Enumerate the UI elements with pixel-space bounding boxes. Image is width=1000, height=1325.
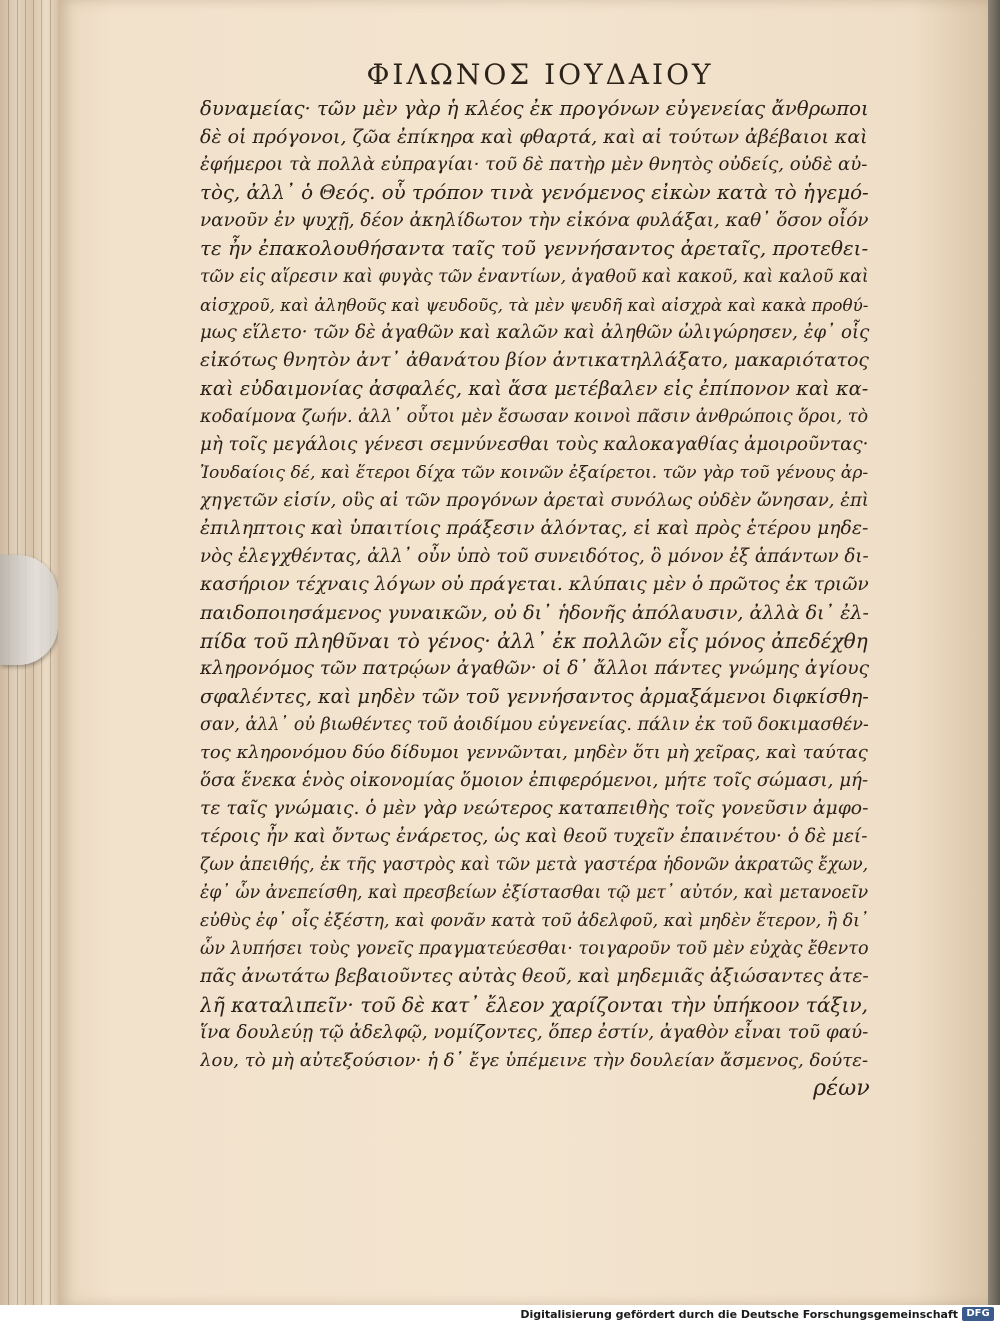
page-clip: [0, 555, 58, 665]
text-line: χηγετῶν εἰσίν, οὓς αἱ τῶν προγόνων ἀρεταὶ συνόλως οὐδὲν ὤνησαν, ἐπὶ: [200, 490, 869, 511]
text-line: ἐφ᾽ ὧν ἀνεπείσθη, καὶ πρεσβείων ἐξίστασθαι τῷ μετ᾽ αὐτόν, καὶ μετανοεῖν: [200, 883, 869, 903]
text-line: κασήριον τέχναις λόγων οὐ πράγεται. κλύπαις μὲν ὁ πρῶτος ἐκ τριῶν: [200, 574, 869, 595]
text-line: σφαλέντες, καὶ μηδὲν τῶν τοῦ γεννήσαντος ἀρμαξάμενοι διφκίσθη-: [200, 685, 869, 708]
text-line: τῶν εἰς αἵρεσιν καὶ φυγὰς τῶν ἐναντίων, ἀγαθοῦ καὶ κακοῦ, καὶ καλοῦ καὶ: [200, 267, 869, 287]
text-line: ἐφήμεροι τὰ πολλὰ εὐπραγίαι· τοῦ δὲ πατὴρ μὲν θνητὸς οὐδείς, οὐδὲ αὐ-: [200, 154, 868, 175]
funding-credit: Digitalisierung gefördert durch die Deutsche Forschungsgemeinschaft: [520, 1308, 958, 1321]
dfg-logo-icon: DFG: [962, 1307, 994, 1321]
footer-bar: [0, 1305, 1000, 1325]
text-line: τὸς, ἀλλ᾽ ὁ Θεός. οὗ τρόπον τινὰ γενόμενος εἰκὼν κατὰ τὸ ἡγεμό-: [200, 181, 869, 204]
text-line: παιδοποιησάμενος γυναικῶν, οὐ δι᾽ ἡδονῆς ἀπόλαυσιν, ἀλλὰ δι᾽ ἐλ-: [200, 602, 869, 624]
text-line: τε ἦν ἐπακολουθήσαντα ταῖς τοῦ γεννήσαντος ἀρεταῖς, προτεθει-: [200, 237, 869, 260]
text-line: κοδαίμονα ζωήν. ἀλλ᾽ οὗτοι μὲν ἔσωσαν κοινοὶ πᾶσιν ἀνθρώποις ὅροι, τὸ: [200, 407, 869, 427]
text-line: ἐπιληπτοις καὶ ὑπαιτίοις πράξεσιν ἁλόντας, εἰ καὶ πρὸς ἑτέρου μηδε-: [200, 518, 869, 539]
text-line: ρέων: [813, 1076, 870, 1101]
text-line: δυναμείας· τῶν μὲν γὰρ ἡ κλέος ἐκ προγόνων εὐγενείας ἄνθρωποι: [200, 97, 869, 120]
text-line: δὲ οἱ πρόγονοι, ζῶα ἐπίκηρα καὶ φθαρτά, καὶ αἱ τούτων ἀβέβαιοι καὶ: [200, 126, 868, 148]
text-line: πίδα τοῦ πληθῦναι τὸ γένος· ἀλλ᾽ ἐκ πολλῶν εἷς μόνος ἀπεδέχθη: [200, 629, 868, 653]
text-line: πᾶς ἀνωτάτω βεβαιοῦντες αὐτὰς θεοῦ, καὶ μηδεμιᾶς ἀξιώσαντες ἀτε-: [200, 966, 869, 987]
text-line: καὶ εὐδαιμονίας ἀσφαλές, καὶ ἅσα μετέβαλεν εἰς ἐπίπονον καὶ κα-: [200, 377, 869, 400]
text-line: ὅσα ἕνεκα ἑνὸς οἰκονομίας ὅμοιον ἐπιφερόμενοι, μήτε τοῖς σώμασι, μή-: [200, 770, 869, 791]
text-line: τος κληρονόμου δύο δίδυμοι γεννῶνται, μηδὲν ὅτι μὴ χεῖρας, καὶ ταύτας: [200, 742, 868, 763]
text-line: τέροις ἦν καὶ ὄντως ἐνάρετος, ὡς καὶ θεοῦ τυχεῖν ἐπαινέτου· ὁ δὲ μεί-: [200, 826, 868, 847]
running-head: ΦΙΛΩΝΟΣ ΙΟΥΔΑΙΟΥ: [366, 58, 714, 91]
text-line: εὐθὺς ἐφ᾽ οἷς ἐξέστη, καὶ φονᾶν κατὰ τοῦ ἀδελφοῦ, καὶ μηδὲν ἕτερον, ἢ δι᾽: [200, 911, 869, 931]
text-line: εἰκότως θνητὸν ἀντ᾽ ἀθανάτου βίον ἀντικατηλλάξατο, μακαριότατος: [200, 350, 869, 371]
text-line: τε ταῖς γνώμαις. ὁ μὲν γὰρ νεώτερος καταπειθὴς τοῖς γονεῦσιν ἀμφο-: [200, 798, 869, 819]
body-text: [200, 95, 880, 1103]
text-line: ἵνα δουλεύῃ τῷ ἀδελφῷ, νομίζοντες, ὅπερ ἐστίν, ἀγαθὸν εἶναι τοῦ φαύ-: [200, 1022, 869, 1043]
text-line: νὸς ἐλεγχθέντας, ἀλλ᾽ οὖν ὑπὸ τοῦ συνειδότος, ὃ μόνον ἐξ ἁπάντων δι-: [200, 546, 869, 567]
text-line: κληρονόμος τῶν πατρῴων ἀγαθῶν· οἱ δ᾽ ἄλλοι πάντες γνώμης ἀγίους: [200, 658, 870, 679]
text-line: αἰσχροῦ, καὶ ἀληθοῦς καὶ ψευδοῦς, τὰ μὲν ψευδῆ καὶ αἰσχρὰ καὶ κακὰ προθύ-: [200, 295, 869, 315]
text-line: ὧν λυπήσει τοὺς γονεῖς πραγματεύεσθαι· τοιγαροῦν τοῦ μὲν εὐχὰς ἔθεντο: [200, 939, 869, 959]
text-line: λῆ καταλιπεῖν· τοῦ δὲ κατ᾽ ἔλεον χαρίζονται τὴν ὑπήκοον τάξιν,: [200, 993, 868, 1017]
text-line: νανοῦν ἐν ψυχῇ, δέον ἀκηλίδωτον τὴν εἰκόνα φυλάξαι, καθ᾽ ὅσον οἷόν: [200, 210, 869, 231]
text-line: μὴ τοῖς μεγάλοις γένεσι σεμνύνεσθαι τοὺς καλοκαγαθίας ἀμοιροῦντας·: [200, 434, 869, 455]
text-line: σαν, ἀλλ᾽ οὐ βιωθέντες τοῦ ἀοιδίμου εὐγενείας. πάλιν ἐκ τοῦ δοκιμασθέν-: [200, 715, 869, 735]
text-line: Ἰουδαίοις δέ, καὶ ἕτεροι δίχα τῶν κοινῶν ἐξαίρετοι. τῶν γὰρ τοῦ γένους ἀρ-: [200, 463, 869, 483]
text-line: μως εἵλετο· τῶν δὲ ἀγαθῶν καὶ καλῶν καὶ ἀληθῶν ὠλιγώρησεν, ἐφ᾽ οἷς: [200, 322, 870, 343]
right-gutter: [988, 0, 1000, 1305]
text-line: λου, τὸ μὴ αὐτεξούσιον· ἡ δ᾽ ἔγε ὑπέμεινε τὴν δουλείαν ἄσμενος, δούτε-: [200, 1050, 869, 1071]
text-line: ζων ἀπειθής, ἐκ τῆς γαστρὸς καὶ τῶν μετὰ γαστέρα ἡδονῶν ἀκρατῶς ἔχων,: [200, 855, 869, 875]
